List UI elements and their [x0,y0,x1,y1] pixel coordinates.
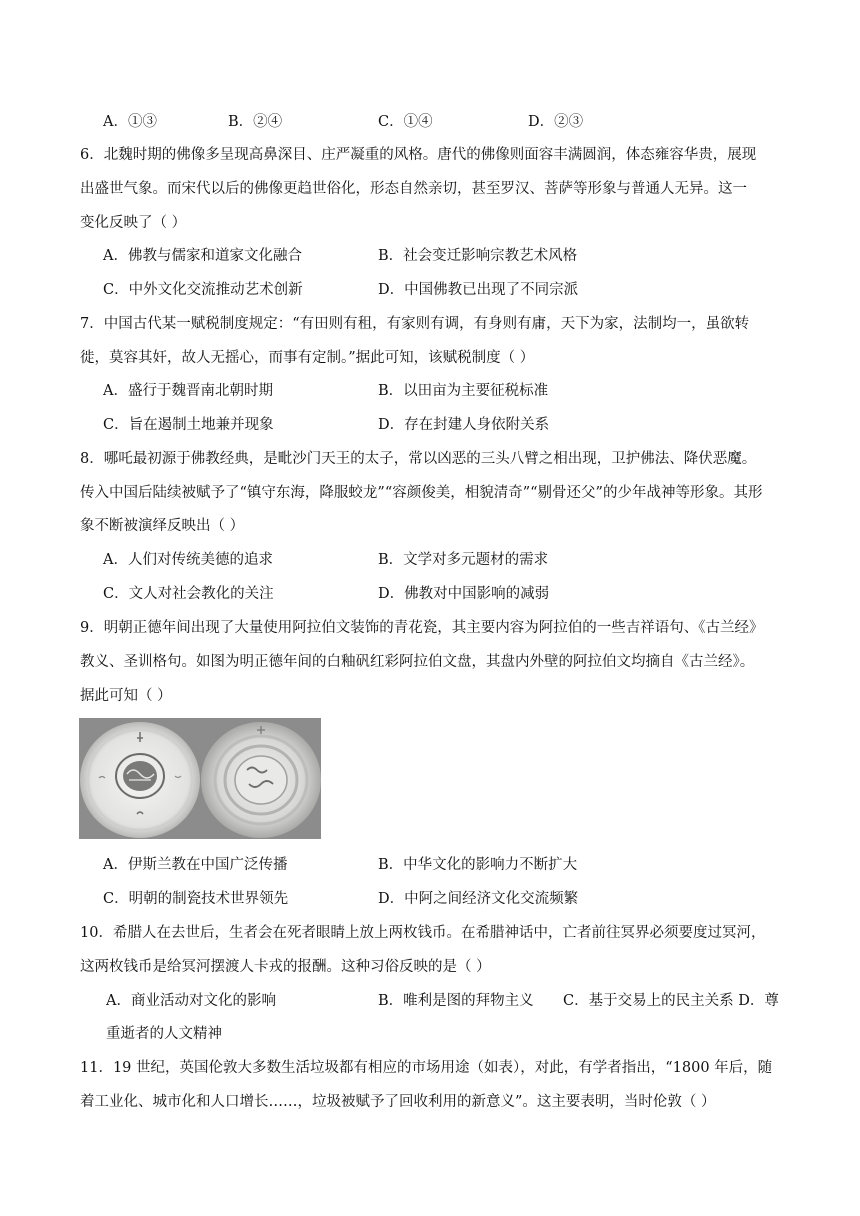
q6-stem-line-3: 变化反映了（ ） [80,215,187,231]
q10-option-b[interactable]: B．唯利是图的拜物主义 [378,993,534,1009]
q10-option-d-continued[interactable]: 重逝者的人文精神 [106,1026,222,1042]
q11-stem-line-2: 着工业化、城市化和人口增长……，垃圾被赋予了回收利用的新意义”。这主要表明，当时伦敦（ ） [80,1094,716,1110]
q7-option-b[interactable]: B．以田亩为主要征税标准 [378,383,549,399]
q8-option-b[interactable]: B．文学对多元题材的需求 [378,552,549,568]
q6-stem-line-2: 出盛世气象。而宋代以后的佛像更趋世俗化，形态自然亲切，甚至罗汉、菩萨等形象与普通人无异。这一 [80,181,747,197]
q10-stem-line-1: 10．希腊人在去世后，生者会在死者眼睛上放上两枚钱币。在希腊神话中，亡者前往冥界必须要度过冥河， [80,925,766,941]
q5-option-b[interactable]: B．②④ [228,114,283,130]
q8-stem-line-1: 8．哪吒最初源于佛教经典，是毗沙门天王的太子，常以凶恶的三头八臂之相出现，卫护佛法、降伏恶魔。 [80,451,757,467]
q10-stem-line-2: 这两枚钱币是给冥河摆渡人卡戎的报酬。这种习俗反映的是（ ） [80,959,491,975]
q9-stem-line-3: 据此可知（ ） [80,688,172,704]
q10-option-c-and-d-start[interactable]: C．基于交易上的民主关系 D．尊 [563,993,779,1009]
q8-stem-line-2: 传入中国后陆续被赋予了“镇守东海，降服蛟龙”“容颜俊美，相貌清奇”“剔骨还父”的少年战神等形象。其形 [80,485,763,501]
plate-illustration [79,718,321,839]
q7-option-d[interactable]: D．存在封建人身依附关系 [378,417,550,433]
q5-option-a[interactable]: A．①③ [103,114,157,130]
q6-option-b[interactable]: B．社会变迁影响宗教艺术风格 [378,248,578,264]
arabic-plate-photo [79,718,321,839]
q8-option-c[interactable]: C．文人对社会教化的关注 [103,586,274,602]
q6-option-c[interactable]: C．中外文化交流推动艺术创新 [103,282,303,298]
q7-stem-line-1: 7．中国古代某一赋税制度规定：“有田则有租，有家则有调，有身则有庸，天下为家，法制均一，虽欲转 [80,316,750,332]
q5-option-c[interactable]: C．①④ [378,114,433,130]
q6-option-a[interactable]: A．佛教与儒家和道家文化融合 [103,248,302,264]
q7-stem-line-2: 徙，莫容其奸，故人无摇心，而事有定制。”据此可知，该赋税制度（ ） [80,350,535,366]
q8-option-a[interactable]: A．人们对传统美德的追求 [103,552,273,568]
q5-option-d[interactable]: D．②③ [528,114,584,130]
q8-option-d[interactable]: D．佛教对中国影响的减弱 [378,586,550,602]
q9-stem-line-1: 9．明朝正德年间出现了大量使用阿拉伯文装饰的青花瓷，其主要内容为阿拉伯的一些吉祥语句、《古兰经》 [80,620,764,636]
q9-option-d[interactable]: D．中阿之间经济文化交流频繁 [378,891,579,907]
q9-option-a[interactable]: A．伊斯兰教在中国广泛传播 [103,857,288,873]
q9-option-b[interactable]: B．中华文化的影响力不断扩大 [378,857,578,873]
q9-stem-line-2: 教义、圣训格句。如图为明正德年间的白釉矾红彩阿拉伯文盘，其盘内外壁的阿拉伯文均摘自《古兰经》。 [80,654,755,670]
q8-stem-line-3: 象不断被演绎反映出（ ） [80,518,245,534]
q7-option-c[interactable]: C．旨在遏制土地兼并现象 [103,417,274,433]
q11-stem-line-1: 11．19 世纪，英国伦敦大多数生活垃圾都有相应的市场用途（如表），对此，有学者指出，“1800 年后，随 [80,1060,773,1076]
q6-stem-line-1: 6．北魏时期的佛像多呈现高鼻深目、庄严凝重的风格。唐代的佛像则面容丰满圆润，体态雍容华贵，展现 [80,147,757,163]
q6-option-d[interactable]: D．中国佛教已出现了不同宗派 [378,282,579,298]
q9-option-c[interactable]: C．明朝的制瓷技术世界领先 [103,891,289,907]
q7-option-a[interactable]: A．盛行于魏晋南北朝时期 [103,383,273,399]
q10-option-a[interactable]: A．商业活动对文化的影响 [106,993,276,1009]
